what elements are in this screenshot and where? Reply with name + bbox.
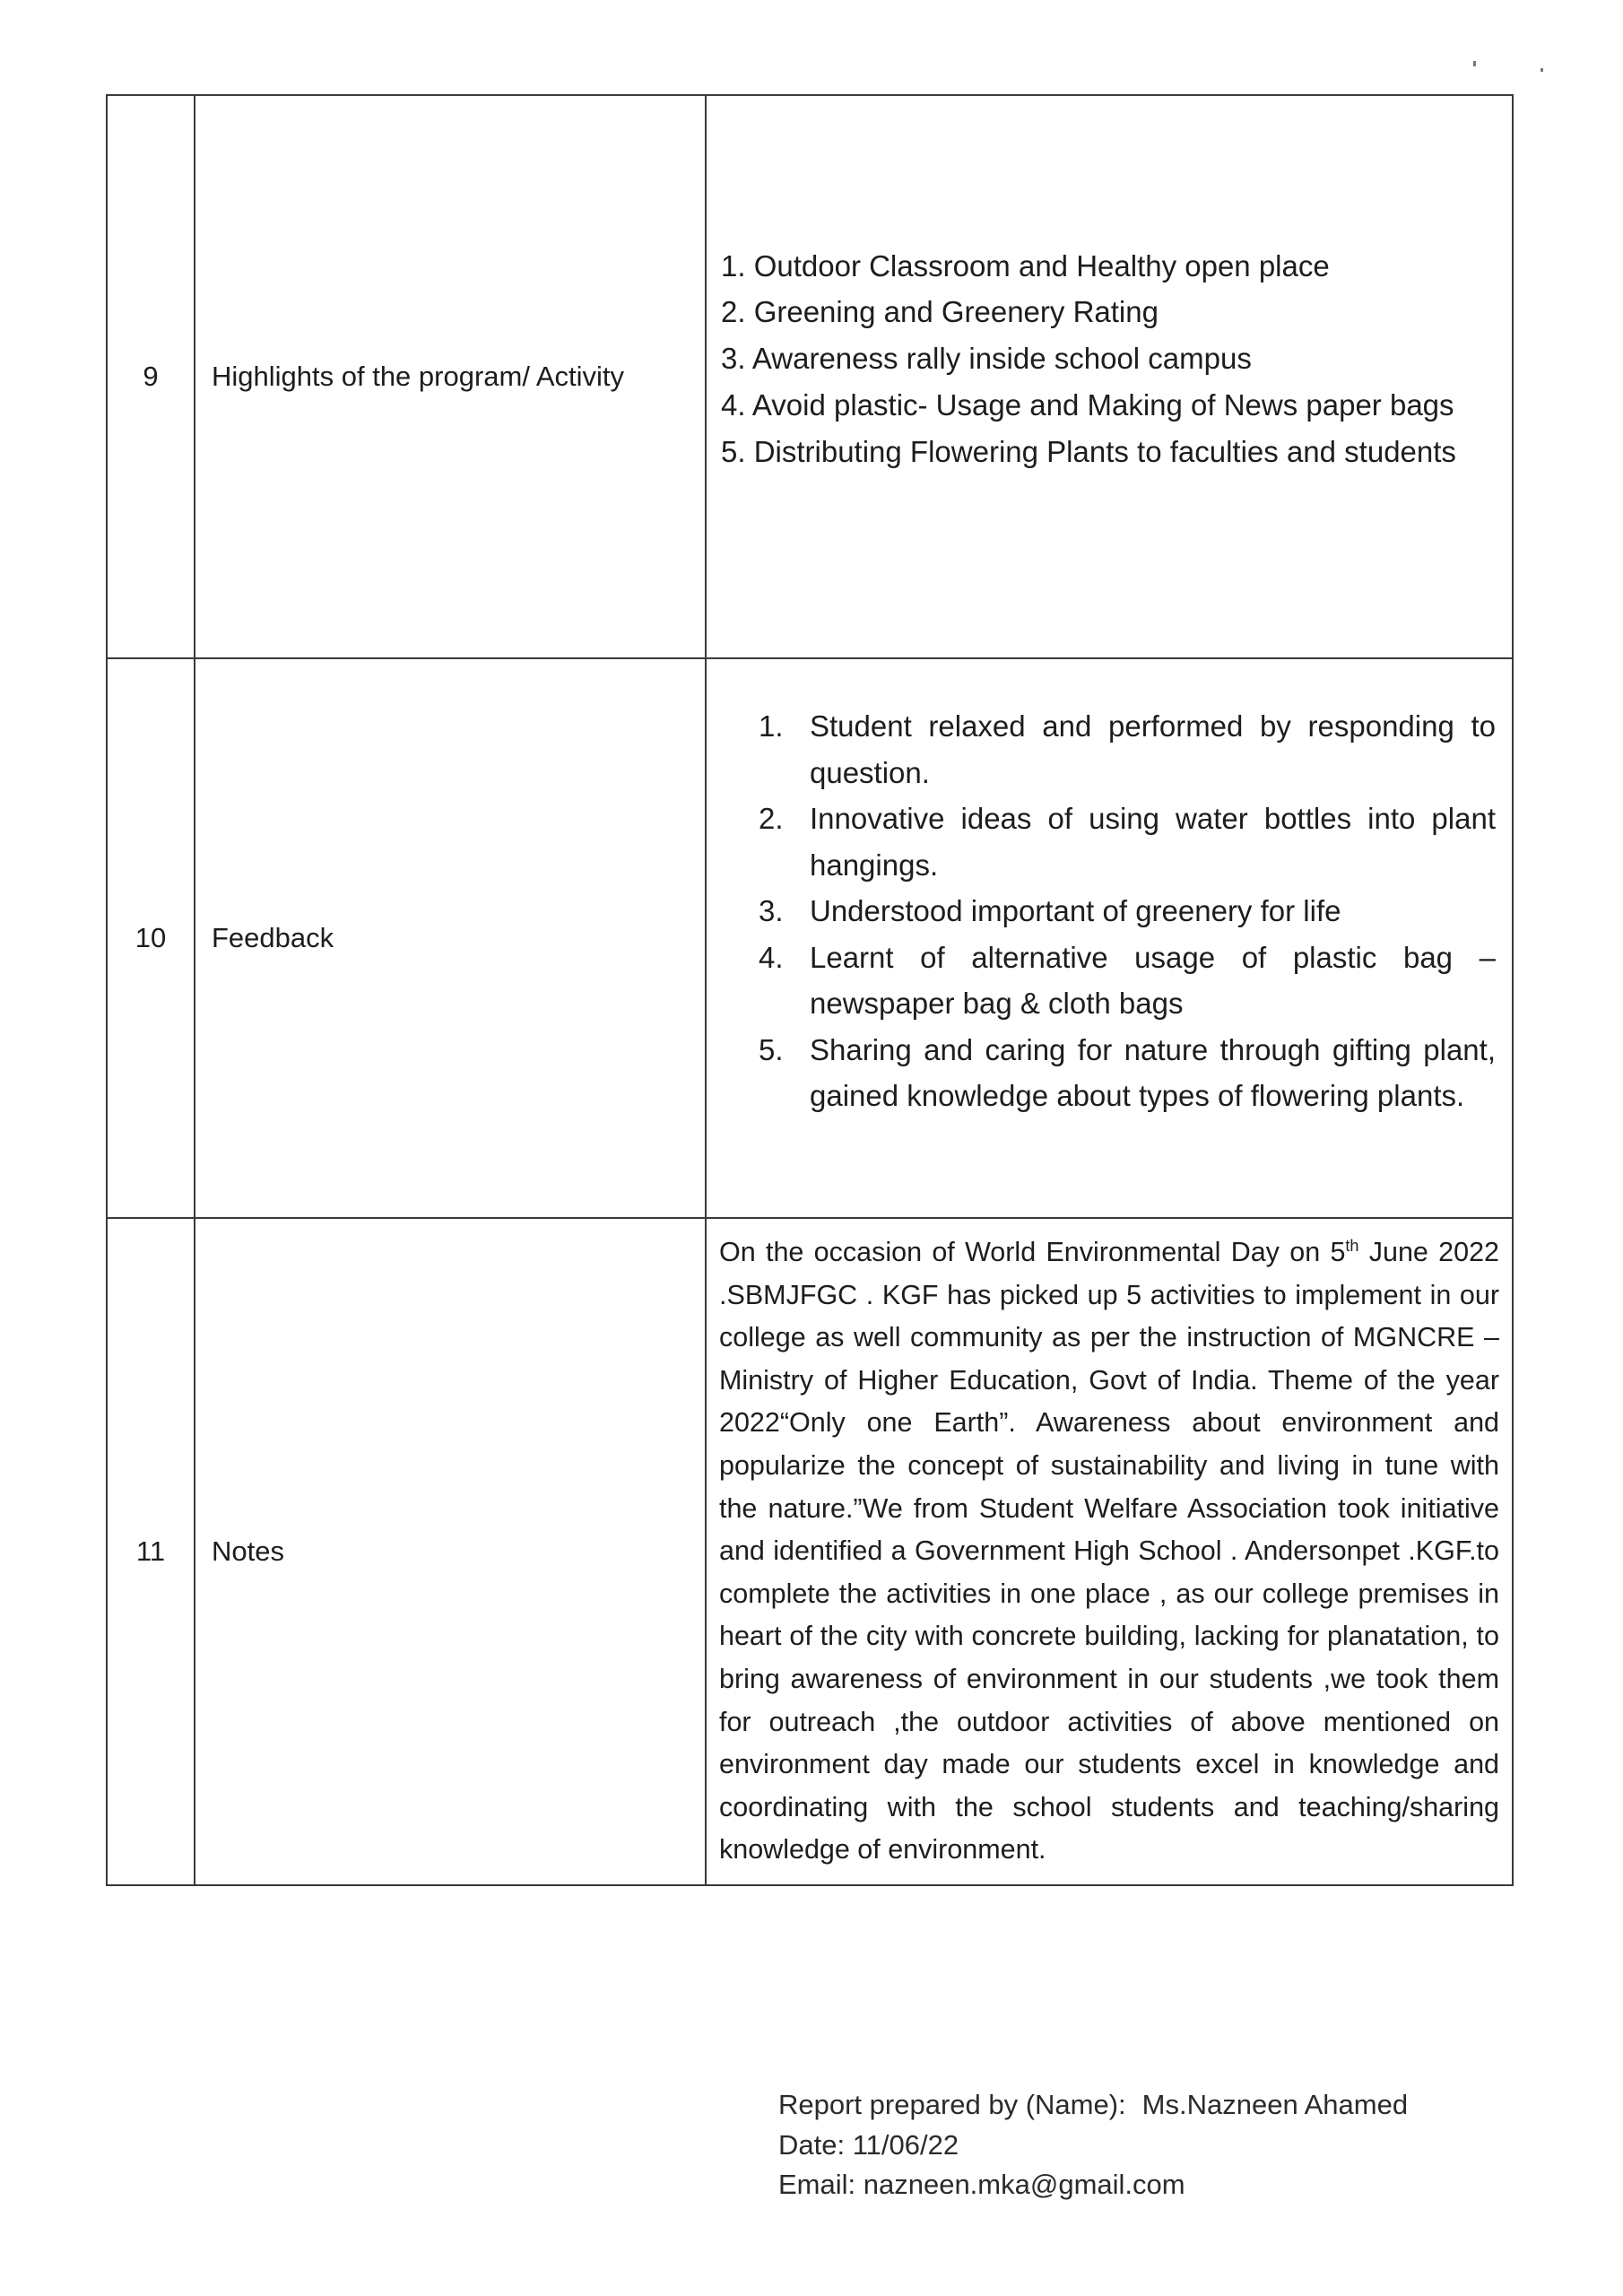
- report-footer: [778, 2085, 1408, 2205]
- list-text: Student relaxed and performed by responding to question.: [810, 709, 1496, 789]
- list-text: Sharing and caring for nature through gifting plant, gained knowledge about types of flowering plants.: [810, 1032, 1496, 1113]
- row-number: 10: [107, 658, 195, 1218]
- list-number: 2.: [759, 802, 784, 836]
- prepared-by-name: Ms.Nazneen Ahamed: [1141, 2089, 1409, 2120]
- feedback-list: [707, 703, 1512, 1118]
- list-item: [759, 703, 1496, 796]
- row-content: [706, 658, 1513, 1218]
- prepared-by-label: Report prepared by (Name):: [778, 2089, 1126, 2120]
- list-number: 1.: [759, 709, 784, 744]
- date-line: Date: 11/06/22: [778, 2128, 959, 2161]
- list-item: [759, 935, 1496, 1027]
- row-label: Highlights of the program/ Activity: [195, 95, 706, 658]
- report-table: [106, 94, 1514, 1886]
- table-row-highlights: [107, 95, 1513, 658]
- list-text: Innovative ideas of using water bottles into plant hangings.: [810, 802, 1496, 882]
- scan-speck: [1473, 61, 1476, 66]
- list-item: [759, 796, 1496, 888]
- list-number: 4.: [759, 940, 784, 974]
- list-item: [759, 1027, 1496, 1119]
- list-number: 3.: [759, 894, 784, 928]
- ordinal-suffix: th: [1345, 1237, 1359, 1255]
- row-number: 11: [107, 1218, 195, 1885]
- notes-paragraph: [707, 1231, 1512, 1872]
- list-number: 5.: [759, 1032, 784, 1066]
- row-number: 9: [107, 95, 195, 658]
- table-row-feedback: [107, 658, 1513, 1218]
- notes-text-rest: June 2022 .SBMJFGC . KGF has picked up 5 activities to implement in our college as well community as per the instruction of MGNCRE – Ministry of Higher Education, Govt of India. Theme of the year 2022“Only one Earth”. Awareness about environment and popularize the concept of sustainability and living in tune with the nature.”We from Student Welfare Association took initiative and identified a Government High School . Andersonpet .KGF.to complete the activities in one place , as our college premises in heart of the city with concrete building, lacking for planatation, to bring awareness of environment in our students ,we took them for outreach ,the outdoor activities of above mentioned on environment day made our students excel in knowledge and coordinating with the school students and teaching/sharing knowledge of environment.: [719, 1237, 1500, 1866]
- table-row-notes: [107, 1218, 1513, 1885]
- row-content: [706, 1218, 1513, 1885]
- email-line: Email: nazneen.mka@gmail.com: [778, 2169, 1185, 2201]
- list-item: 3. Awareness rally inside school campus: [721, 342, 1252, 376]
- scan-speck: [1541, 68, 1543, 72]
- highlights-list: [707, 243, 1512, 475]
- row-label: Feedback: [195, 658, 706, 1218]
- row-label: Notes: [195, 1218, 706, 1885]
- list-text: Learnt of alternative usage of plastic bag – newspaper bag & cloth bags: [810, 940, 1496, 1021]
- list-item: 5. Distributing Flowering Plants to faculties and students: [721, 434, 1456, 468]
- notes-text-start: On the occasion of World Environmental Day on 5: [719, 1237, 1346, 1268]
- list-item: 1. Outdoor Classroom and Healthy open place: [721, 248, 1330, 283]
- list-text: Understood important of greenery for life: [810, 894, 1341, 928]
- list-item: 2. Greening and Greenery Rating: [721, 295, 1159, 329]
- prepared-by-line: [778, 2085, 1408, 2126]
- list-item: [759, 888, 1496, 934]
- list-item: 4. Avoid plastic- Usage and Making of News paper bags: [721, 387, 1454, 422]
- row-content: [706, 95, 1513, 658]
